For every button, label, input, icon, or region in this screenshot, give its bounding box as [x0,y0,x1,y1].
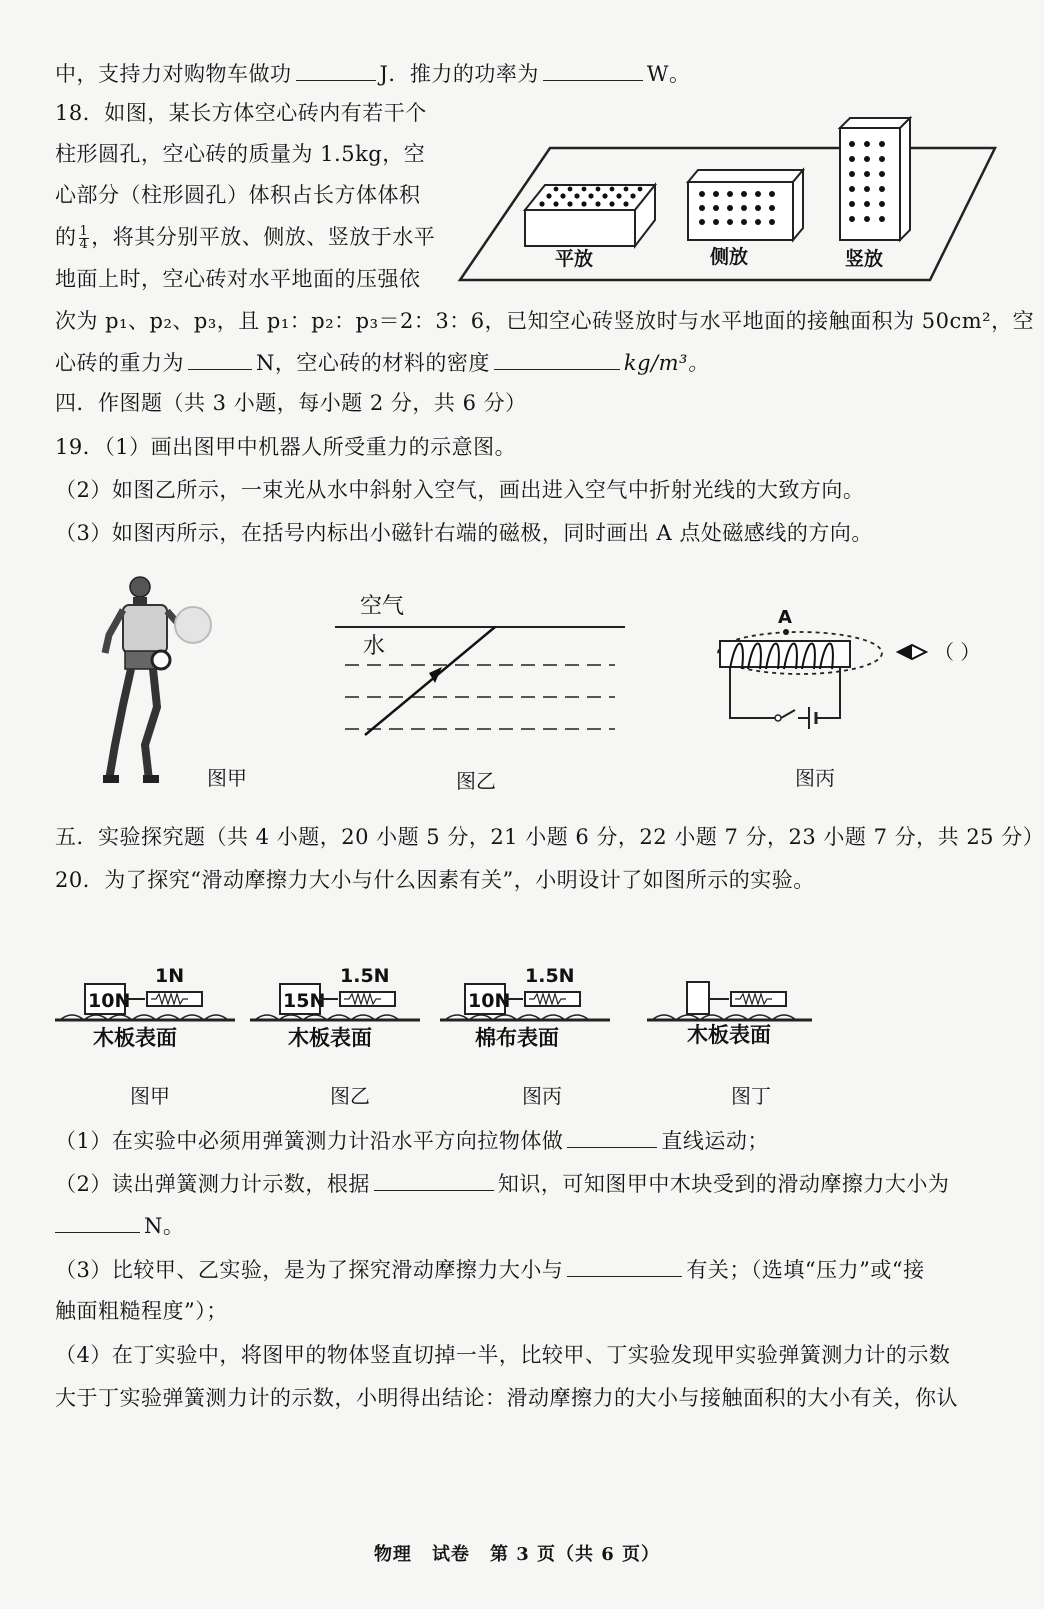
caption-setup-jia: 图甲 [130,1084,170,1108]
label-point-a: A [778,607,792,628]
circuit-wire-right [816,667,840,718]
frac-numerator: 1 [79,224,89,239]
sub1-text-a: （1）在实验中必须用弹簧测力计沿水平方向拉物体做 [55,1129,564,1153]
switch-icon [775,715,781,721]
setup-bing [440,965,610,1050]
label-water: 水 [363,634,386,659]
reading-jia: 1N [155,965,185,987]
q17-text-a: 中，支持力对购物车做功 [55,62,292,86]
q20-sub1 [55,1125,769,1156]
block-weight-bing: 10N [468,990,511,1012]
compass-needle-dark [898,645,912,659]
section5-title: 五．实验探究题（共 4 小题，20 小题 5 分，21 小题 6 分，22 小题 7 分，23 小题 7 分，共 25 分） [55,825,1044,849]
sub2-blank-force[interactable] [55,1210,140,1233]
frac-denominator: 4 [79,237,89,252]
robot-figure [95,575,220,800]
q20-intro: 20．为了探究“滑动摩擦力大小与什么因素有关”，小明设计了如图所示的实验。 [55,868,815,892]
label-side: 侧放 [710,246,749,268]
sub3-text-a: （3）比较甲、乙实验，是为了探究滑动摩擦力大小与 [55,1258,564,1282]
brick-flat [525,185,655,246]
q20-sub3-cont: 触面粗糙程度”）； [55,1299,228,1323]
q17-text-b: J．推力的功率为 [379,62,539,86]
q18-line-1: 18．如图，某长方体空心砖内有若干个 [55,101,427,125]
brick-side [688,170,803,240]
q20-sub2 [55,1168,949,1199]
q18-text-a: 心砖的重力为 [55,351,184,375]
caption-fig-bing: 图丙 [795,766,835,790]
q20-sub4-a: （4）在丁实验中，将图甲的物体竖直切掉一半，比较甲、丁实验发现甲实验弹簧测力计的示数 [55,1343,951,1367]
caption-setup-ding: 图丁 [731,1084,771,1108]
surface-ding: 木板表面 [687,1023,771,1047]
sub2-text-b: 知识，可知图甲中木块受到的滑动摩擦力大小为 [497,1172,950,1196]
surface-jia: 木板表面 [93,1026,177,1050]
q20-sub4-b: 大于丁实验弹簧测力计的示数，小明得出结论：滑动摩擦力的大小与接触面积的大小有关，你认 [55,1386,958,1410]
caption-setup-yi: 图乙 [330,1084,370,1108]
q18-line-4 [55,222,435,252]
q17-tail-line [55,58,691,89]
circuit-wire-left [730,667,775,718]
brick-figure [460,110,1015,290]
friction-setups [55,965,835,1082]
q18-line-2: 柱形圆孔，空心砖的质量为 1.5kg，空 [55,142,426,166]
q18-line-6: 次为 p₁、p₂、p₃，且 p₁：p₂：p₃＝2：3：6，已知空心砖竖放时与水平地面的接触面积为 50cm²，空 [55,309,1035,333]
sub1-blank[interactable] [567,1125,657,1148]
label-upright: 竖放 [845,248,884,270]
surface-yi: 木板表面 [288,1026,372,1050]
sub3-text-b: 有关；（选填“压力”或“接 [686,1258,925,1282]
switch-lever [781,710,795,718]
label-air: 空气 [360,594,405,619]
footer-page: 第 3 页（共 6 页） [489,1544,661,1565]
q18-text-b: N，空心砖的材料的密度 [256,351,490,375]
sub1-text-b: 直线运动； [661,1129,769,1153]
q17-text-c: W。 [646,62,691,86]
q20-sub2-cont [55,1210,184,1241]
sub3-blank[interactable] [567,1254,682,1277]
setup-jia [55,965,235,1050]
reading-bing: 1.5N [525,965,575,987]
q18-line4-prefix: 的 [55,225,77,249]
section4-title: 四．作图题（共 3 小题，每小题 2 分，共 6 分） [55,391,527,415]
brick-upright [840,118,910,240]
q18-line-7 [55,347,709,378]
q17-blank-power[interactable] [543,58,643,81]
caption-fig-jia: 图甲 [207,766,247,790]
q18-line-5: 地面上时，空心砖对水平地面的压强依 [55,267,421,291]
reading-yi: 1.5N [340,965,390,987]
q20-sub3 [55,1254,925,1285]
q18-text-c: kg/m³。 [623,351,710,375]
q18-line4-suffix: ，将其分别平放、侧放、竖放于水平 [91,225,436,249]
q17-blank-work[interactable] [296,58,376,81]
page-footer [0,1540,1034,1566]
solenoid-figure [720,605,1020,755]
q18-line-3: 心部分（柱形圆孔）体积占长方体体积 [55,183,421,207]
refraction-figure [335,585,635,755]
caption-fig-yi: 图乙 [456,769,496,793]
block-weight-yi: 15N [283,990,326,1012]
q19-3: （3）如图丙所示，在括号内标出小磁针右端的磁极，同时画出 A 点处磁感线的方向。 [55,521,873,545]
pole-bracket[interactable]: （ ） [934,640,981,664]
surface-bing: 棉布表面 [475,1026,559,1050]
q18-blank-density[interactable] [494,347,620,370]
label-flat: 平放 [555,248,594,270]
caption-setup-bing: 图丙 [522,1084,562,1108]
footer-subject: 物理 [373,1544,412,1565]
q18-blank-weight[interactable] [188,347,252,370]
sub2-blank-knowledge[interactable] [374,1168,494,1191]
sub2-text-a: （2）读出弹簧测力计示数，根据 [55,1172,370,1196]
setup-ding [647,982,812,1047]
block-weight-jia: 10N [88,990,131,1012]
q19-2: （2）如图乙所示，一束光从水中斜射入空气，画出进入空气中折射光线的大致方向。 [55,478,865,502]
footer-paper: 试卷 [431,1544,470,1565]
quarter-fraction [79,226,90,251]
q19-1: 19．（1）画出图甲中机器人所受重力的示意图。 [55,435,517,459]
setup-yi [250,965,420,1050]
sub2-text-c: N。 [144,1214,185,1238]
